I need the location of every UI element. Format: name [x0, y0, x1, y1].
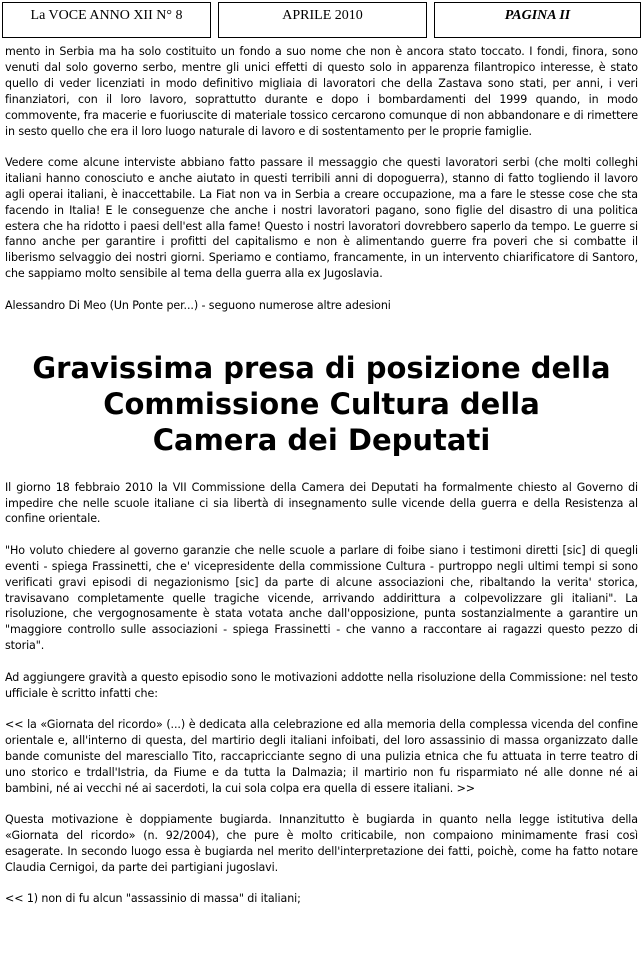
list-item: << 1) non di fu alcun "assassinio di massa" di italiani;	[5, 892, 301, 906]
page-box	[434, 2, 641, 38]
article-paragraph: Ad aggiungere gravità a questo episodio sono le motivazioni addotte nella risoluzione della Commissione: nel testo ufficiale è scritto infatti che:	[5, 670, 638, 700]
issue-box	[2, 2, 211, 38]
page-header	[0, 0, 643, 44]
article-signature: Alessandro Di Meo (Un Ponte per...) - seguono numerose altre adesioni	[5, 298, 391, 312]
issue-label: La VOCE ANNO XII N° 8	[30, 8, 183, 23]
article-paragraph: mento in Serbia ma ha solo costituito un fondo a suo nome che non è ancora stato toccato. I fondi, finora, sono venuti dal solo governo serbo, mentre gli unici effetti di questo solo in apparenza filantropico interesse, è stato quello di veder licenziati in modo definitivo migliaia di lavoratori che della Zastava sono stati, per anni, i veri finanziatori, con il loro lavoro, soprattutto durante e dopo i bombardamenti del 1999 quando, in modo commovente, fra macerie e fuoriuscite di materiale tossico cercarono comunque di non abbandonare e di rimettere in sesto quello che era il loro luogo naturale di lavoro e di sostentamento per le proprie famiglie.	[5, 45, 638, 138]
headline-line: Gravissima presa di posizione della	[32, 350, 611, 385]
article-paragraph: Questa motivazione è doppiamente bugiarda. Innanzitutto è bugiarda in quanto nella legge istitutiva della «Giornata del ricordo» (n. 92/2004), che pure è molto criticabile, non compaiono minimamente frasi così esagerate. In secondo luogo essa è bugiarda nel merito dell'interpretazione dei fatti, poichè, come ha fatto notare Claudia Cernigoi, da parte dei partigiani jugoslavi.	[5, 813, 638, 874]
quote-paragraph: << la «Giornata del ricordo» (...) è dedicata alla celebrazione ed alla memoria della complessa vicenda del confine orientale e, all'interno di questa, del martirio degli italiani infoibati, del loro assassinio di massa organizzato dalle bande comuniste del maresciallo Tito, raccapricciante segno di una pulizia etnica che fu attuata in terre teatro di uno storico e trdall'Istria, da Fiume e da tutta la Dalmazia; il martirio non fu risparmiato né alle donne né ai bambini, né ai vecchi né ai sacerdoti, la cui sola colpa era quella di essere italiani. >>	[5, 717, 638, 795]
article-headline	[5, 350, 638, 458]
article-continuation	[5, 44, 638, 314]
article-paragraph: Il giorno 18 febbraio 2010 la VII Commissione della Camera dei Deputati ha formalmente chiesto al Governo di impedire che nelle scuole italiane ci sia libertà di insegnamento sulle vicende della guerra e della Resistenza al confine orientale.	[5, 480, 638, 526]
article-paragraph: Vedere come alcune interviste abbiano fatto passare il messaggio che questi lavoratori serbi (che molti colleghi italiani hanno conosciuto e anche aiutato in questi terribili anni di dopoguerra), stanno di fatto togliendo il lavoro agli operai italiani, è inaccettabile. La Fiat non va in Serbia a creare occupazione, ma a fare le stesse cose che sta facendo in Italia! E le conseguenze che anche i nostri lavoratori pagano, sono figlie del disastro di una politica estera che ha ridotto i paesi dell'est alla fame! Questo i nostri lavoratori dovrebbero saperlo da tempo. Le guerre si fanno anche per garantire i profitti del capitalismo e non è alimentando guerre fra poveri che si combatte il liberismo selvaggio dei nostri giorni. Speriamo e contiamo, francamente, in un intervento chiarificatore di Santoro, che sappiamo molto sensibile al tema della guerra alla ex Jugoslavia.	[5, 155, 638, 281]
headline-line: Camera dei Deputati	[152, 422, 491, 457]
date-label: APRILE 2010	[282, 8, 363, 23]
article-paragraph: "Ho voluto chiedere al governo garanzie che nelle scuole a parlare di foibe siano i testimoni diretti [sic] di quegli eventi - spiega Frassinetti, che e' vicepresidente della commissione Cultura - purtroppo negli ultimi tempi si sono verificati gravi episodi di negazionismo [sic] da parte di alcune associazioni che, ribaltando la verita' storica, travisavano completamente quelle tragiche vicende, arrivando addirittura a colpevolizzare gli italiani". La risoluzione, che vergognosamente è stata votata anche dall'opposizione, punta sostanzialmente a garantire un "maggiore controllo sulle associazioni - spiega Frassinetti - che vanno a raccontare ai ragazzi questo pezzo di storia".	[5, 543, 638, 653]
page-content	[5, 44, 638, 907]
headline-line: Commissione Cultura della	[103, 386, 540, 421]
page-label: PAGINA II	[504, 8, 571, 23]
date-box	[218, 2, 427, 38]
article-body	[5, 480, 638, 907]
